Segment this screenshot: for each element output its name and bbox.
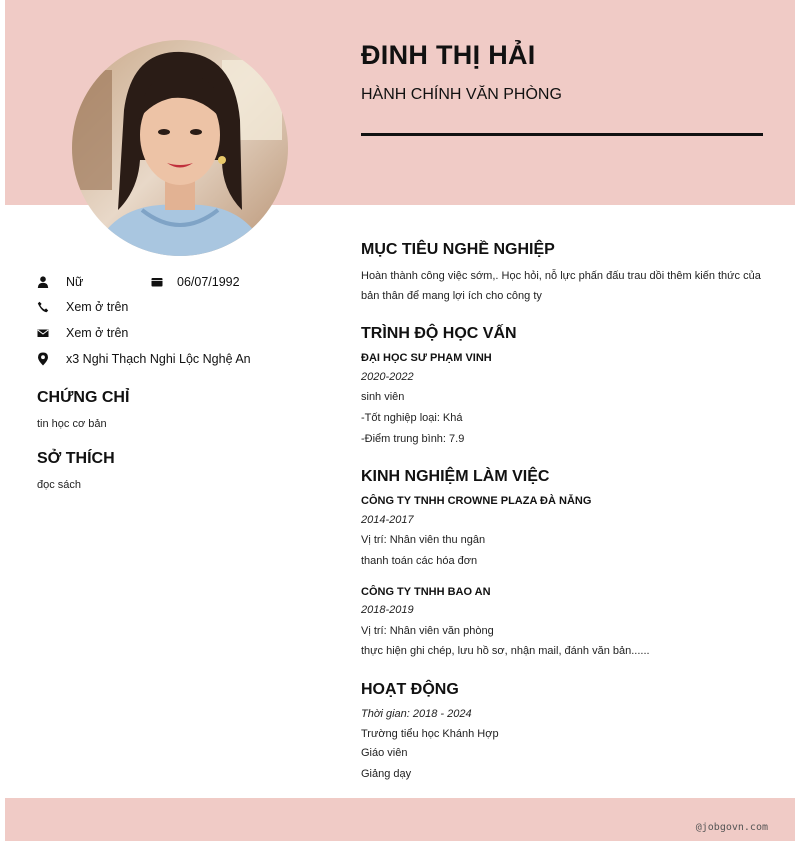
phone-row [37, 300, 128, 314]
email-row [37, 326, 128, 340]
phone-value[interactable]: Xem ở trên [66, 300, 129, 314]
job-company: CÔNG TY TNHH BAO AN [361, 586, 491, 598]
education-line: -Tốt nghiệp loại: Khá [361, 412, 463, 424]
mail-icon [37, 327, 49, 339]
job-company: CÔNG TY TNHH CROWNE PLAZA ĐÀ NẴNG [361, 495, 592, 507]
hobbies-text: đọc sách [37, 479, 82, 491]
education-period: 2020-2022 [361, 371, 414, 383]
education-line: -Điểm trung bình: 7.9 [361, 433, 465, 445]
job-line: Vị trí: Nhân viên thu ngân [361, 534, 486, 546]
calendar-icon [151, 276, 163, 288]
avatar [72, 40, 288, 256]
job-period: 2018-2019 [361, 604, 414, 616]
hobbies-heading: SỞ THÍCH [37, 450, 115, 467]
activities-line: Giảng dạy [361, 768, 412, 780]
job-period: 2014-2017 [361, 514, 414, 526]
email-value[interactable]: Xem ở trên [66, 326, 129, 340]
footer-credit: @jobgovn.com [695, 822, 768, 833]
objective-text: Hoàn thành công việc sớm,. Học hỏi, nỗ lực phấn đấu trau dồi thêm kiến thức của bản thân để mang lợi ích cho công ty [361, 270, 761, 302]
experience-heading: KINH NGHIỆM LÀM VIỆC [361, 468, 550, 485]
birthday-value: 06/07/1992 [177, 275, 240, 289]
location-pin-icon [37, 353, 49, 365]
job-line: thanh toán các hóa đơn [361, 555, 478, 567]
activities-line: Trường tiểu học Khánh Hợp [361, 728, 499, 740]
footer-band [5, 798, 795, 841]
title-divider [361, 133, 763, 136]
job-line: thực hiện ghi chép, lưu hồ sơ, nhận mail, đánh văn bản...... [361, 645, 650, 657]
education-heading: TRÌNH ĐỘ HỌC VẤN [361, 325, 517, 342]
certificates-heading: CHỨNG CHỈ [37, 389, 130, 406]
phone-icon [37, 301, 49, 313]
gender-row [37, 275, 83, 289]
job-line: Vị trí: Nhân viên văn phòng [361, 625, 494, 637]
candidate-title: HÀNH CHÍNH VĂN PHÒNG [361, 86, 562, 103]
person-icon [37, 276, 49, 288]
avatar-portrait-image [72, 40, 288, 256]
activities-period: Thời gian: 2018 - 2024 [361, 708, 472, 720]
certificates-text: tin học cơ bản [37, 418, 107, 430]
gender-value: Nữ [66, 275, 84, 289]
education-school: ĐẠI HỌC SƯ PHẠM VINH [361, 352, 492, 364]
activities-line: Giáo viên [361, 747, 408, 759]
address-value: x3 Nghi Thạch Nghi Lộc Nghệ An [66, 352, 251, 366]
address-row [37, 352, 251, 366]
activities-heading: HOẠT ĐỘNG [361, 681, 459, 698]
objective-heading: MỤC TIÊU NGHỀ NGHIỆP [361, 241, 555, 258]
candidate-name: ĐINH THỊ HẢI [361, 40, 536, 70]
birthday-row [151, 275, 240, 289]
education-line: sinh viên [361, 391, 405, 403]
